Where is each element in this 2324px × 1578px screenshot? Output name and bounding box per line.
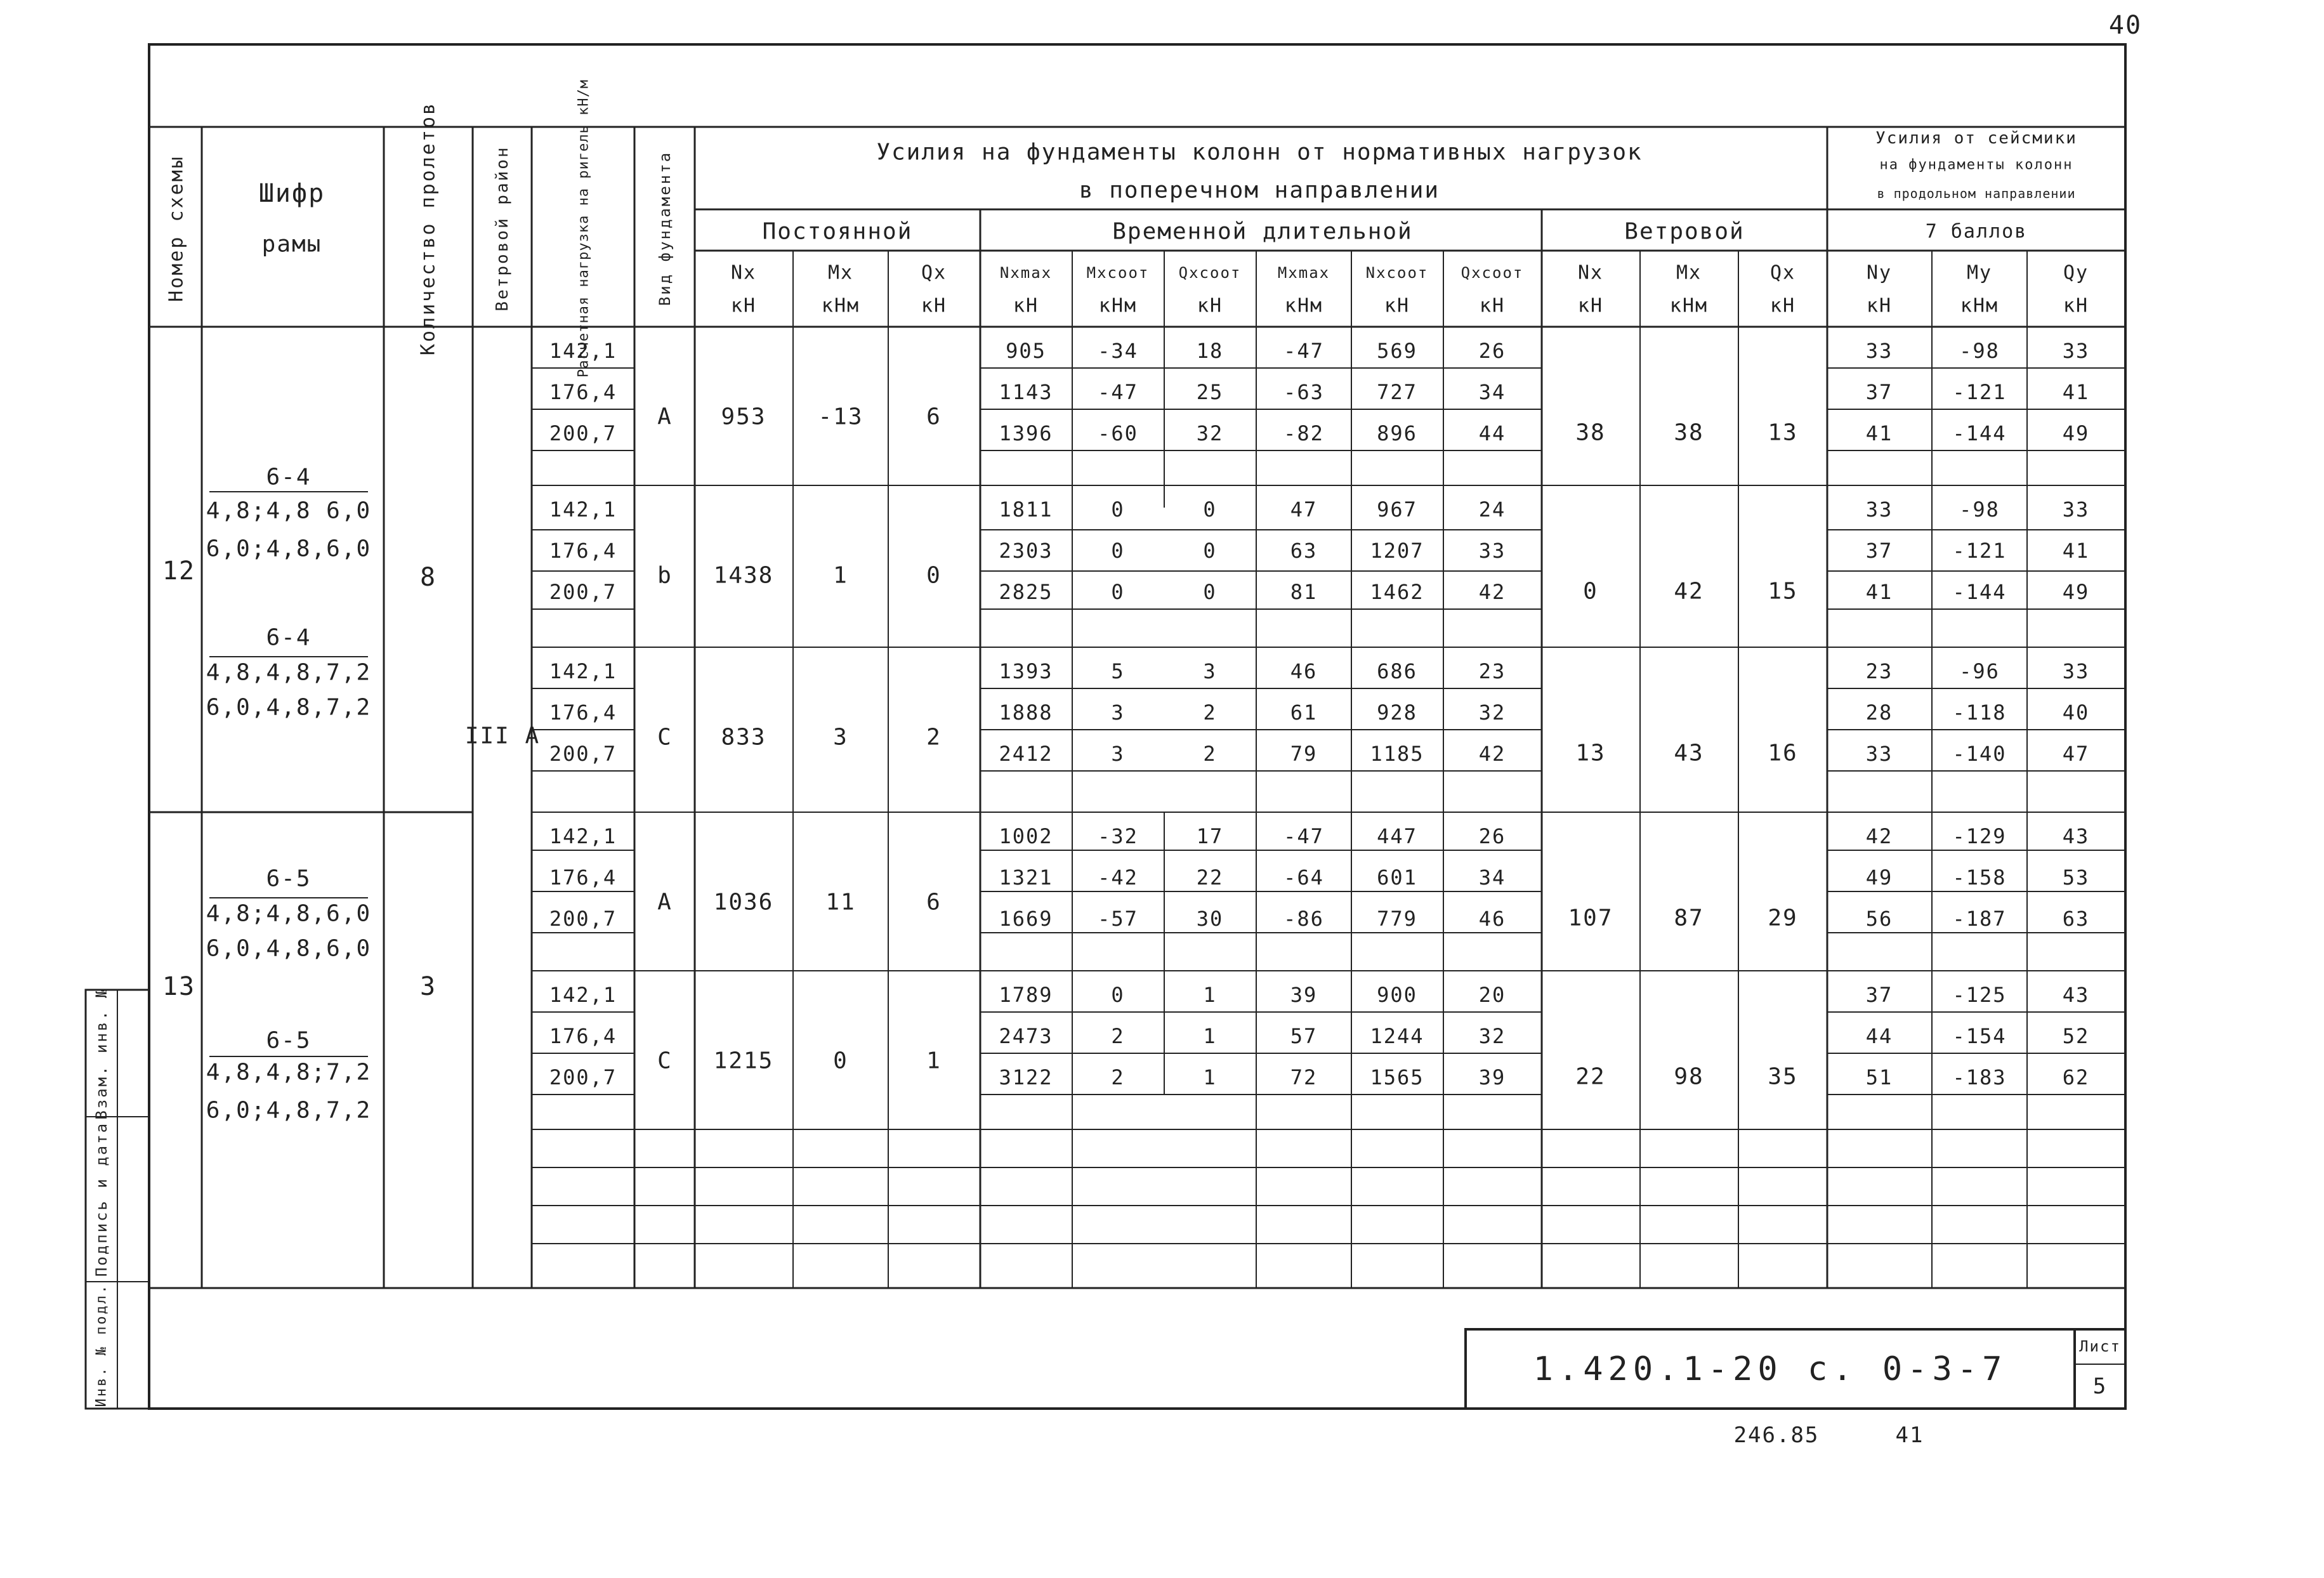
seismic-load-value: 28	[1865, 700, 1893, 725]
seismic-load-value: 49	[2062, 421, 2090, 445]
permanent-load-value: 1215	[713, 1048, 774, 1074]
header-frame-code: Шифр	[258, 179, 325, 208]
seismic-load-value: -96	[1959, 659, 2000, 683]
wind-load-value: 87	[1674, 905, 1704, 931]
document-code: 1.420.1-20 с. 0-3-7	[1533, 1350, 2007, 1388]
seismic-load-value: 43	[2062, 824, 2090, 848]
subheader-symbol: Mx	[1676, 261, 1702, 284]
permanent-load-value: 6	[926, 404, 942, 430]
header-foundation-type: Вид фундамента	[656, 150, 674, 306]
seismic-load-value: 52	[2062, 1024, 2090, 1048]
temporary-load-value: 2473	[999, 1024, 1053, 1048]
temporary-load-value: -82	[1283, 421, 1324, 445]
temporary-load-value: 896	[1377, 421, 1417, 445]
frame-code: 6-4	[266, 464, 312, 490]
header-seismic-title-1: Усилия от сейсмики	[1875, 129, 2077, 148]
permanent-load-value: 953	[721, 404, 766, 430]
temporary-load-value: -32	[1098, 824, 1138, 848]
foundation-type: C	[657, 1048, 673, 1074]
temporary-load-value: -86	[1283, 907, 1324, 931]
wind-load-value: 42	[1674, 578, 1704, 605]
temporary-load-value: 5	[1111, 659, 1125, 683]
temporary-load-value: 928	[1377, 700, 1417, 725]
seismic-load-value: 41	[2062, 380, 2090, 404]
temporary-load-value: 26	[1478, 339, 1506, 363]
seismic-load-value: 47	[2062, 742, 2090, 766]
design-load-value: 200,7	[549, 1065, 617, 1089]
temporary-load-value: 72	[1290, 1065, 1318, 1089]
seismic-load-value: 49	[1865, 865, 1893, 890]
wind-load-value: 38	[1674, 419, 1704, 446]
design-load-value: 200,7	[549, 907, 617, 931]
seismic-load-value: 53	[2062, 865, 2090, 890]
permanent-load-value: 1438	[713, 562, 774, 589]
permanent-load-value: 6	[926, 889, 942, 916]
temporary-load-value: 3	[1111, 742, 1125, 766]
seismic-load-value: -98	[1959, 339, 2000, 363]
temporary-load-value: 2	[1203, 700, 1217, 725]
group-permanent: Постоянной	[762, 218, 913, 245]
page-number: 40	[2108, 11, 2143, 40]
temporary-load-value: 1396	[999, 421, 1053, 445]
seismic-load-value: 56	[1865, 907, 1893, 931]
subheader-unit: кНм	[821, 294, 860, 317]
wind-load-value: 0	[1583, 578, 1598, 605]
frame-dims: 6,0,4,8,6,0	[206, 935, 372, 962]
subheader-unit: кН	[1769, 294, 1796, 317]
subheader-symbol: Mxmax	[1277, 264, 1330, 282]
temporary-load-value: 32	[1478, 1024, 1506, 1048]
design-load-value: 142,1	[549, 339, 617, 363]
wind-load-value: 98	[1674, 1063, 1704, 1090]
subheader-symbol: Nxсоот	[1365, 264, 1429, 282]
permanent-load-value: 0	[926, 562, 942, 589]
seismic-load-value: 33	[1865, 339, 1893, 363]
subheader-unit: кН	[730, 294, 757, 317]
permanent-load-value: 833	[721, 724, 766, 751]
seismic-load-value: -154	[1952, 1024, 2007, 1048]
seismic-load-value: 33	[1865, 742, 1893, 766]
seismic-load-value: 42	[1865, 824, 1893, 848]
temporary-load-value: 44	[1478, 421, 1506, 445]
design-load-value: 200,7	[549, 742, 617, 766]
frame-dims: 6,0;4,8,7,2	[206, 1097, 372, 1124]
header-design-load: Расчетная нагрузка на ригель кН/м	[575, 79, 592, 378]
design-load-value: 176,4	[549, 539, 617, 563]
temporary-load-value: 0	[1111, 497, 1125, 522]
frame-dims: 4,8;4,8,6,0	[206, 900, 372, 927]
subheader-unit: кН	[1013, 294, 1039, 317]
temporary-load-value: 32	[1196, 421, 1224, 445]
seismic-load-value: 41	[2062, 539, 2090, 563]
temporary-load-value: 727	[1377, 380, 1417, 404]
seismic-load-value: -118	[1952, 700, 2007, 725]
temporary-load-value: 0	[1111, 539, 1125, 563]
scheme-number-12: 12	[162, 556, 196, 586]
design-load-value: 142,1	[549, 824, 617, 848]
spans-count: 3	[419, 972, 437, 1001]
permanent-load-value: 1	[926, 1048, 942, 1074]
temporary-load-value: 3122	[999, 1065, 1053, 1089]
foundation-type: C	[657, 724, 673, 751]
foundation-type: A	[657, 889, 673, 916]
seismic-load-value: 41	[1865, 421, 1893, 445]
temporary-load-value: 1321	[999, 865, 1053, 890]
temporary-load-value: 30	[1196, 907, 1224, 931]
permanent-load-value: 1036	[713, 889, 774, 916]
temporary-load-value: 57	[1290, 1024, 1318, 1048]
temporary-load-value: 779	[1377, 907, 1417, 931]
seismic-load-value: 43	[2062, 983, 2090, 1007]
group-temporary: Временной длительной	[1112, 218, 1413, 245]
seismic-load-value: 33	[2062, 339, 2090, 363]
seismic-load-value: 40	[2062, 700, 2090, 725]
temporary-load-value: 3	[1111, 700, 1125, 725]
temporary-load-value: 0	[1203, 580, 1217, 604]
seismic-load-value: -158	[1952, 865, 2007, 890]
frame-dims: 4,8,4,8,7,2	[206, 659, 372, 686]
wind-load-value: 29	[1768, 905, 1798, 931]
subheader-symbol: Qx	[1769, 261, 1796, 284]
temporary-load-value: 2	[1203, 742, 1217, 766]
frame-code: 6-5	[266, 865, 312, 892]
design-load-value: 176,4	[549, 1024, 617, 1048]
temporary-load-value: 81	[1290, 580, 1318, 604]
temporary-load-value: 900	[1377, 983, 1417, 1007]
header-scheme-number: Номер схемы	[165, 155, 188, 302]
temporary-load-value: 46	[1478, 907, 1506, 931]
temporary-load-value: 79	[1290, 742, 1318, 766]
subheader-unit: кН	[1197, 294, 1223, 317]
seismic-load-value: 37	[1865, 380, 1893, 404]
permanent-load-value: 2	[926, 724, 942, 751]
seismic-load-value: 33	[2062, 497, 2090, 522]
temporary-load-value: 1185	[1370, 742, 1424, 766]
temporary-load-value: 569	[1377, 339, 1417, 363]
temporary-load-value: 2825	[999, 580, 1053, 604]
sheet-label: Лист	[2079, 1338, 2121, 1355]
temporary-load-value: 1888	[999, 700, 1053, 725]
temporary-load-value: 2	[1111, 1024, 1125, 1048]
wind-load-value: 107	[1568, 905, 1613, 931]
seismic-load-value: 33	[2062, 659, 2090, 683]
subheader-symbol: Mxсоот	[1086, 264, 1150, 282]
temporary-load-value: 1565	[1370, 1065, 1424, 1089]
design-load-value: 200,7	[549, 580, 617, 604]
subheader-symbol: Qx	[921, 261, 947, 284]
subheader-unit: кНм	[1669, 294, 1709, 317]
seismic-load-value: 62	[2062, 1065, 2090, 1089]
temporary-load-value: 1143	[999, 380, 1053, 404]
header-frame-label: рамы	[261, 231, 322, 258]
temporary-load-value: 39	[1478, 1065, 1506, 1089]
header-seismic-title-2: на фундаменты колонн	[1879, 157, 2073, 173]
temporary-load-value: 2412	[999, 742, 1053, 766]
temporary-load-value: 0	[1203, 539, 1217, 563]
seismic-load-value: 63	[2062, 907, 2090, 931]
subheader-unit: кН	[1577, 294, 1604, 317]
wind-load-value: 16	[1768, 740, 1798, 766]
temporary-load-value: 22	[1196, 865, 1224, 890]
wind-load-value: 38	[1575, 419, 1606, 446]
wind-load-value: 15	[1768, 578, 1798, 605]
group-wind: Ветровой	[1624, 218, 1745, 245]
seismic-load-value: 33	[1865, 497, 1893, 522]
seismic-load-value: -183	[1952, 1065, 2007, 1089]
frame-dims: 6,0;4,8,6,0	[206, 536, 372, 562]
design-load-value: 176,4	[549, 865, 617, 890]
design-load-value: 176,4	[549, 380, 617, 404]
permanent-load-value: 1	[833, 562, 848, 589]
subheader-symbol: Qxсоот	[1178, 264, 1242, 282]
temporary-load-value: 2303	[999, 539, 1053, 563]
subheader-symbol: Nx	[730, 261, 757, 284]
temporary-load-value: 0	[1111, 580, 1125, 604]
temporary-load-value: 20	[1478, 983, 1506, 1007]
temporary-load-value: 1	[1203, 1065, 1217, 1089]
permanent-load-value: 3	[833, 724, 848, 751]
spans-count: 8	[419, 563, 437, 592]
temporary-load-value: 42	[1478, 742, 1506, 766]
temporary-load-value: 25	[1196, 380, 1224, 404]
subheader-symbol: Nx	[1577, 261, 1604, 284]
temporary-load-value: 967	[1377, 497, 1417, 522]
header-main-title-2: в поперечном направлении	[1079, 177, 1440, 204]
frame-dims: 4,8,4,8;7,2	[206, 1059, 372, 1086]
wind-region: III A	[464, 723, 541, 749]
temporary-load-value: 1393	[999, 659, 1053, 683]
wind-load-value: 13	[1575, 740, 1606, 766]
design-load-value: 176,4	[549, 700, 617, 725]
seismic-load-value: -121	[1952, 380, 2007, 404]
temporary-load-value: 1244	[1370, 1024, 1424, 1048]
seismic-load-value: -144	[1952, 421, 2007, 445]
temporary-load-value: 447	[1377, 824, 1417, 848]
stamp-replacement-inv: Взам. инв. №	[93, 987, 110, 1120]
temporary-load-value: 1	[1203, 1024, 1217, 1048]
temporary-load-value: 63	[1290, 539, 1318, 563]
wind-load-value: 43	[1674, 740, 1704, 766]
temporary-load-value: 1	[1203, 983, 1217, 1007]
design-load-value: 142,1	[549, 659, 617, 683]
bottom-note: 41	[1895, 1423, 1924, 1448]
temporary-load-value: 686	[1377, 659, 1417, 683]
group-seismic: 7 баллов	[1925, 220, 2028, 243]
temporary-load-value: 61	[1290, 700, 1318, 725]
temporary-load-value: 23	[1478, 659, 1506, 683]
foundation-type: b	[657, 562, 673, 589]
foundation-type: A	[657, 404, 673, 430]
frame-dims: 6,0,4,8,7,2	[206, 694, 372, 721]
temporary-load-value: -42	[1098, 865, 1138, 890]
seismic-load-value: -98	[1959, 497, 2000, 522]
seismic-load-value: 51	[1865, 1065, 1893, 1089]
header-spans-count: Количество пролетов	[417, 101, 440, 356]
seismic-load-value: -187	[1952, 907, 2007, 931]
temporary-load-value: 24	[1478, 497, 1506, 522]
subheader-symbol: Qy	[2063, 261, 2089, 284]
temporary-load-value: 33	[1478, 539, 1506, 563]
temporary-load-value: 18	[1196, 339, 1224, 363]
frame-code: 6-4	[266, 624, 312, 651]
temporary-load-value: 46	[1290, 659, 1318, 683]
temporary-load-value: 1207	[1370, 539, 1424, 563]
seismic-load-value: 44	[1865, 1024, 1893, 1048]
temporary-load-value: 1789	[999, 983, 1053, 1007]
scheme-number-13: 13	[162, 972, 196, 1001]
temporary-load-value: -60	[1098, 421, 1138, 445]
header-main-title-1: Усилия на фундаменты колонн от нормативных нагрузок	[876, 139, 1643, 166]
frame-code: 6-5	[266, 1027, 312, 1054]
seismic-load-value: -121	[1952, 539, 2007, 563]
temporary-load-value: -47	[1283, 339, 1324, 363]
subheader-symbol: Qxсоот	[1461, 264, 1524, 282]
temporary-load-value: 1811	[999, 497, 1053, 522]
seismic-load-value: -129	[1952, 824, 2007, 848]
seismic-load-value: 41	[1865, 580, 1893, 604]
temporary-load-value: 42	[1478, 580, 1506, 604]
subheader-unit: кН	[921, 294, 947, 317]
temporary-load-value: 32	[1478, 700, 1506, 725]
temporary-load-value: 26	[1478, 824, 1506, 848]
subheader-unit: кНм	[1960, 294, 1999, 317]
design-load-value: 142,1	[549, 497, 617, 522]
temporary-load-value: 39	[1290, 983, 1318, 1007]
temporary-load-value: -63	[1283, 380, 1324, 404]
permanent-load-value: -13	[818, 404, 863, 430]
temporary-load-value: 2	[1111, 1065, 1125, 1089]
seismic-load-value: -140	[1952, 742, 2007, 766]
bottom-note: 246.85	[1733, 1423, 1820, 1448]
subheader-unit: кН	[1384, 294, 1410, 317]
temporary-load-value: 0	[1203, 497, 1217, 522]
permanent-load-value: 0	[833, 1048, 848, 1074]
temporary-load-value: 601	[1377, 865, 1417, 890]
subheader-unit: кНм	[1284, 294, 1323, 317]
temporary-load-value: 1669	[999, 907, 1053, 931]
seismic-load-value: 37	[1865, 539, 1893, 563]
subheader-symbol: Mx	[827, 261, 854, 284]
temporary-load-value: 0	[1111, 983, 1125, 1007]
subheader-unit: кН	[1479, 294, 1506, 317]
temporary-load-value: -47	[1098, 380, 1138, 404]
wind-load-value: 35	[1768, 1063, 1798, 1090]
wind-load-value: 22	[1575, 1063, 1606, 1090]
sheet-number: 5	[2092, 1374, 2108, 1399]
stamp-signature-date: Подпись и дата	[93, 1121, 110, 1277]
subheader-unit: кНм	[1098, 294, 1138, 317]
subheader-symbol: Nxmax	[999, 264, 1053, 282]
seismic-load-value: -125	[1952, 983, 2007, 1007]
temporary-load-value: -47	[1283, 824, 1324, 848]
stamp-original-inv: Инв. № подл.	[93, 1283, 110, 1407]
temporary-load-value: 1002	[999, 824, 1053, 848]
permanent-load-value: 11	[825, 889, 856, 916]
temporary-load-value: 34	[1478, 380, 1506, 404]
subheader-unit: кН	[2063, 294, 2089, 317]
design-load-value: 142,1	[549, 983, 617, 1007]
temporary-load-value: 1462	[1370, 580, 1424, 604]
seismic-load-value: 37	[1865, 983, 1893, 1007]
seismic-load-value: 23	[1865, 659, 1893, 683]
seismic-load-value: -144	[1952, 580, 2007, 604]
temporary-load-value: -64	[1283, 865, 1324, 890]
temporary-load-value: -57	[1098, 907, 1138, 931]
temporary-load-value: 47	[1290, 497, 1318, 522]
temporary-load-value: 17	[1196, 824, 1224, 848]
header-seismic-title-3: в продольном направлении	[1877, 186, 2076, 201]
design-load-value: 200,7	[549, 421, 617, 445]
temporary-load-value: -34	[1098, 339, 1138, 363]
temporary-load-value: 3	[1203, 659, 1217, 683]
subheader-unit: кН	[1866, 294, 1893, 317]
subheader-symbol: My	[1966, 261, 1993, 284]
wind-load-value: 13	[1768, 419, 1798, 446]
temporary-load-value: 34	[1478, 865, 1506, 890]
frame-dims: 4,8;4,8 6,0	[206, 497, 372, 524]
temporary-load-value: 905	[1006, 339, 1046, 363]
subheader-symbol: Ny	[1866, 261, 1893, 284]
seismic-load-value: 49	[2062, 580, 2090, 604]
header-wind-region: Ветровой район	[493, 145, 512, 312]
